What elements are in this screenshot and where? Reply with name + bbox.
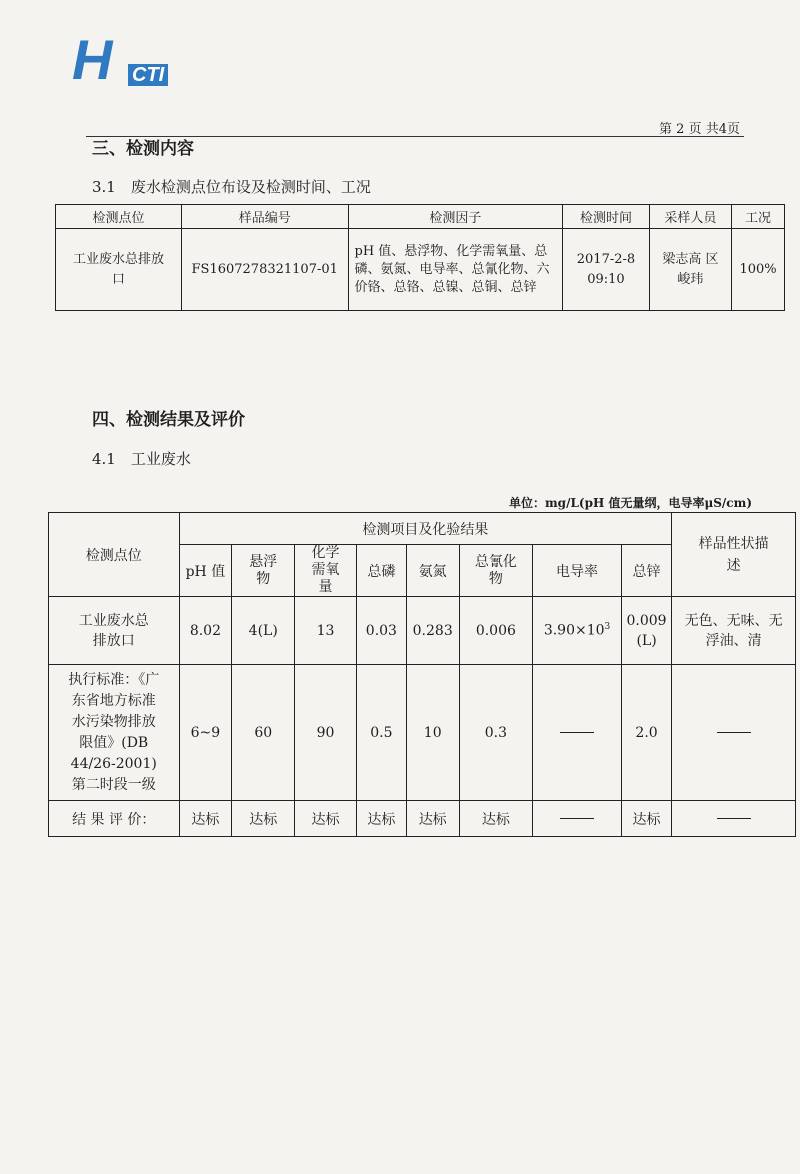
section4-subtitle: 4.1 工业废水 — [92, 450, 191, 468]
row-label: 结 果 评 价： — [49, 801, 180, 837]
limit-cell: 90 — [295, 665, 357, 801]
item-header: 氨氮 — [406, 545, 459, 597]
factors-cell: pH 值、悬浮物、化学需氧量、总磷、氨氮、电导率、总氰化物、六价铬、总铬、总镍、总铜、总锌 — [348, 229, 563, 311]
value-cell: 4(L) — [232, 597, 295, 665]
item-header: pH 值 — [179, 545, 232, 597]
header-cell: 检测时间 — [563, 205, 649, 229]
limit-cell: 6~9 — [179, 665, 232, 801]
group-header: 检测项目及化验结果 — [179, 513, 672, 545]
section4-title: 四、检测结果及评价 — [92, 410, 245, 430]
section3-title: 三、检测内容 — [92, 139, 194, 159]
evaluation-cell: 达标 — [621, 801, 671, 837]
evaluation-cell — [672, 801, 796, 837]
evaluation-cell: 达标 — [232, 801, 295, 837]
evaluation-cell — [533, 801, 622, 837]
limit-cell: 60 — [232, 665, 295, 801]
evaluation-cell: 达标 — [356, 801, 406, 837]
value-cell: 0.283 — [406, 597, 459, 665]
limit-cell: 10 — [406, 665, 459, 801]
evaluation-row — [49, 801, 796, 837]
hcti-logo — [72, 30, 192, 90]
item-header: 电导率 — [533, 545, 622, 597]
value-cell: 13 — [295, 597, 357, 665]
desc-header: 样品性状描述 — [672, 513, 796, 597]
conductivity-exponent: 3 — [604, 622, 611, 633]
sample-id-cell: FS1607278321107-01 — [181, 229, 348, 311]
desc-cell — [672, 665, 796, 801]
sampling-header-row — [56, 205, 785, 229]
standard-row — [49, 665, 796, 801]
header-cell: 检测点位 — [56, 205, 182, 229]
time-cell: 2017-2-8 09:10 — [563, 229, 649, 311]
conductivity-base: 3.90×10 — [543, 622, 605, 639]
sample-result-row — [49, 597, 796, 665]
condition-cell: 100% — [732, 229, 785, 311]
no-desc-dash — [717, 732, 751, 733]
value-cell: 0.009 (L) — [621, 597, 671, 665]
value-cell: 0.006 — [459, 597, 533, 665]
header-cell: 工况 — [732, 205, 785, 229]
limit-cell: 2.0 — [621, 665, 671, 801]
limit-cell: 0.3 — [459, 665, 533, 801]
sampling-data-row — [56, 229, 785, 311]
no-evaluation-dash — [560, 818, 594, 819]
sampling-table — [55, 204, 785, 311]
limit-cell: 0.5 — [356, 665, 406, 801]
logo-sub-text: CTI — [128, 64, 168, 86]
no-desc-dash — [717, 818, 751, 819]
desc-cell: 无色、无味、无浮油、清 — [672, 597, 796, 665]
header-cell: 样品编号 — [181, 205, 348, 229]
header-cell: 检测因子 — [348, 205, 563, 229]
evaluation-cell: 达标 — [459, 801, 533, 837]
value-cell: 0.03 — [356, 597, 406, 665]
logo-main-letter: H — [72, 28, 109, 91]
value-cell: 8.02 — [179, 597, 232, 665]
header-cell: 采样人员 — [649, 205, 731, 229]
item-header: 悬浮物 — [232, 545, 295, 597]
page-number: 第 2 页 共4页 — [659, 122, 740, 137]
evaluation-cell: 达标 — [179, 801, 232, 837]
point-header: 检测点位 — [49, 513, 180, 597]
item-header: 总磷 — [356, 545, 406, 597]
value-cell — [533, 597, 622, 665]
row-label: 执行标准：《广东省地方标准水污染物排放限值》(DB 44/26-2001)第二时段一级 — [49, 665, 180, 801]
section3-subtitle: 3.1 废水检测点位布设及检测时间、工况 — [92, 178, 371, 196]
evaluation-cell: 达标 — [406, 801, 459, 837]
results-header-row — [49, 513, 796, 545]
item-header: 总锌 — [621, 545, 671, 597]
results-table — [48, 512, 796, 837]
limit-cell — [533, 665, 622, 801]
point-cell: 工业废水总排放口 — [56, 229, 182, 311]
item-header: 化学需氧量 — [295, 545, 357, 597]
personnel-cell: 梁志高 区峻玮 — [649, 229, 731, 311]
no-limit-dash — [560, 732, 594, 733]
unit-note: 单位：mg/L(pH 值无量纲，电导率μS/cm) — [508, 496, 752, 510]
row-label: 工业废水总排放口 — [49, 597, 180, 665]
evaluation-cell: 达标 — [295, 801, 357, 837]
item-header: 总氰化物 — [459, 545, 533, 597]
